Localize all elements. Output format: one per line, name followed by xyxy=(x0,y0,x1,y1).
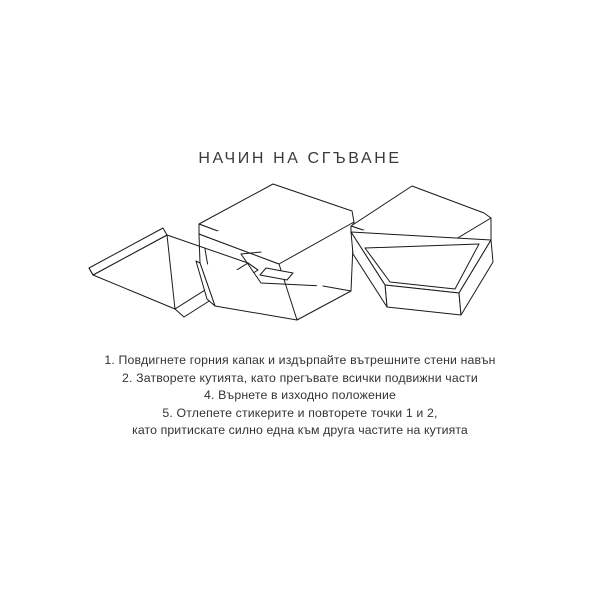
instructions-list xyxy=(0,352,600,440)
instruction-item: 1. Повдигнете горния капак и издърпайте вътрешните стени навън xyxy=(104,353,496,367)
instruction-item-continuation: като притискате силно една към друга частите на кутията xyxy=(132,423,468,438)
instruction-item: 4. Върнете в изходно положение xyxy=(204,388,396,403)
instruction-item: 2. Затворете кутията, като прегъвате всички подвижни части xyxy=(122,370,478,385)
diagram-step-3 xyxy=(351,186,493,315)
instruction-item: 5. Отлепете стикерите и повторете точки 1 и 2, xyxy=(162,405,438,420)
box-folding-diagram xyxy=(55,178,555,348)
page-title: НАЧИН НА СГЪВАНЕ xyxy=(198,150,402,167)
diagram-step-2 xyxy=(196,184,354,320)
